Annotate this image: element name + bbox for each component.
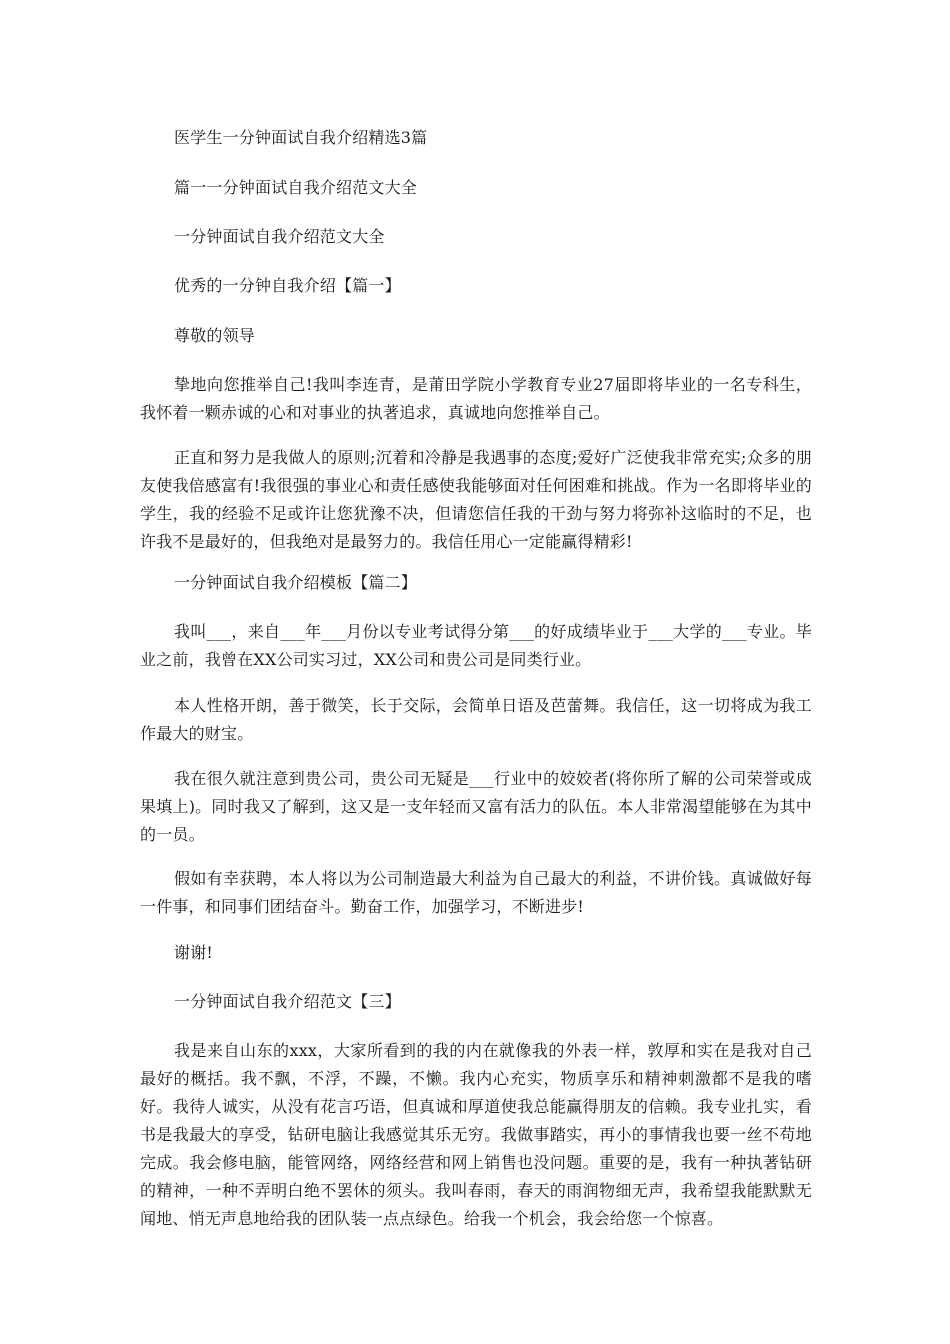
section-heading-1: 篇一一分钟面试自我介绍范文大全 [174,178,418,197]
section-heading-5: 一分钟面试自我介绍范文【三】 [174,992,401,1011]
section-heading-2: 一分钟面试自我介绍范文大全 [174,227,385,246]
section-heading-4: 一分钟面试自我介绍模板【篇二】 [174,573,418,592]
paragraph-2: 正直和努力是我做人的原则;沉着和冷静是我遇事的态度;爱好广泛使我非常充实;众多的朋友使我倍感富有!我很强的事业心和责任感使我能够面对任何困难和挑战。作为一名即将毕业的学生，我的经验不足或许让您犹豫不决，但请您信任我的干劲与努力将弥补这临时的不足，也许我不是最好的，但我绝对是最努力的。我信任用心一定能赢得精彩! [140,448,812,551]
paragraph-4: 本人性格开朗，善于微笑，长于交际，会简单日语及芭蕾舞。我信任，这一切将成为我工作最大的财宝。 [140,696,812,743]
salutation: 尊敬的领导 [174,326,256,345]
thanks-line: 谢谢! [174,943,214,962]
doc-title: 医学生一分钟面试自我介绍精选3篇 [174,128,428,147]
paragraph-7: 我是来自山东的xxx，大家所看到的我的内在就像我的外表一样，敦厚和实在是我对自己最好的概括。我不飘，不浮，不躁，不懒。我内心充实，物质享乐和精神刺激都不是我的嗜好。我待人诚实，从没有花言巧语，但真诚和厚道使我总能赢得朋友的信赖。我专业扎实，看书是我最大的享受，钻研电脑让我感觉其乐无穷。我做事踏实，再小的事情我也要一丝不苟地完成。我会修电脑，能管网络，网络经营和网上销售也没问题。重要的是，我有一种执著钻研的精神，一种不弄明白绝不罢休的须头。我叫春雨，春天的雨润物细无声，我希望我能默默无闻地、悄无声息地给我的团队装一点点绿色。给我一个机会，我会给您一个惊喜。 [140,1041,812,1228]
paragraph-3: 我叫___，来自___年___月份以专业考试得分第___的好成绩毕业于___大学的___专业。毕业之前，我曾在XX公司实习过，XX公司和贵公司是同类行业。 [140,622,812,669]
section-heading-3: 优秀的一分钟自我介绍【篇一】 [174,276,401,295]
paragraph-6: 假如有幸获聘，本人将以为公司制造最大利益为自己最大的利益，不讲价钱。真诚做好每一件事，和同事们团结奋斗。勤奋工作，加强学习，不断进步! [140,869,812,916]
paragraph-1: 挚地向您推举自己!我叫李连青，是莆田学院小学教育专业27届即将毕业的一名专科生，我怀着一颗赤诚的心和对事业的执著追求，真诚地向您推举自己。 [140,375,812,422]
paragraph-5: 我在很久就注意到贵公司，贵公司无疑是___行业中的姣姣者(将你所了解的公司荣誉或成果填上)。同时我又了解到，这又是一支年轻而又富有活力的队伍。本人非常渴望能够在为其中的一员。 [140,769,812,844]
